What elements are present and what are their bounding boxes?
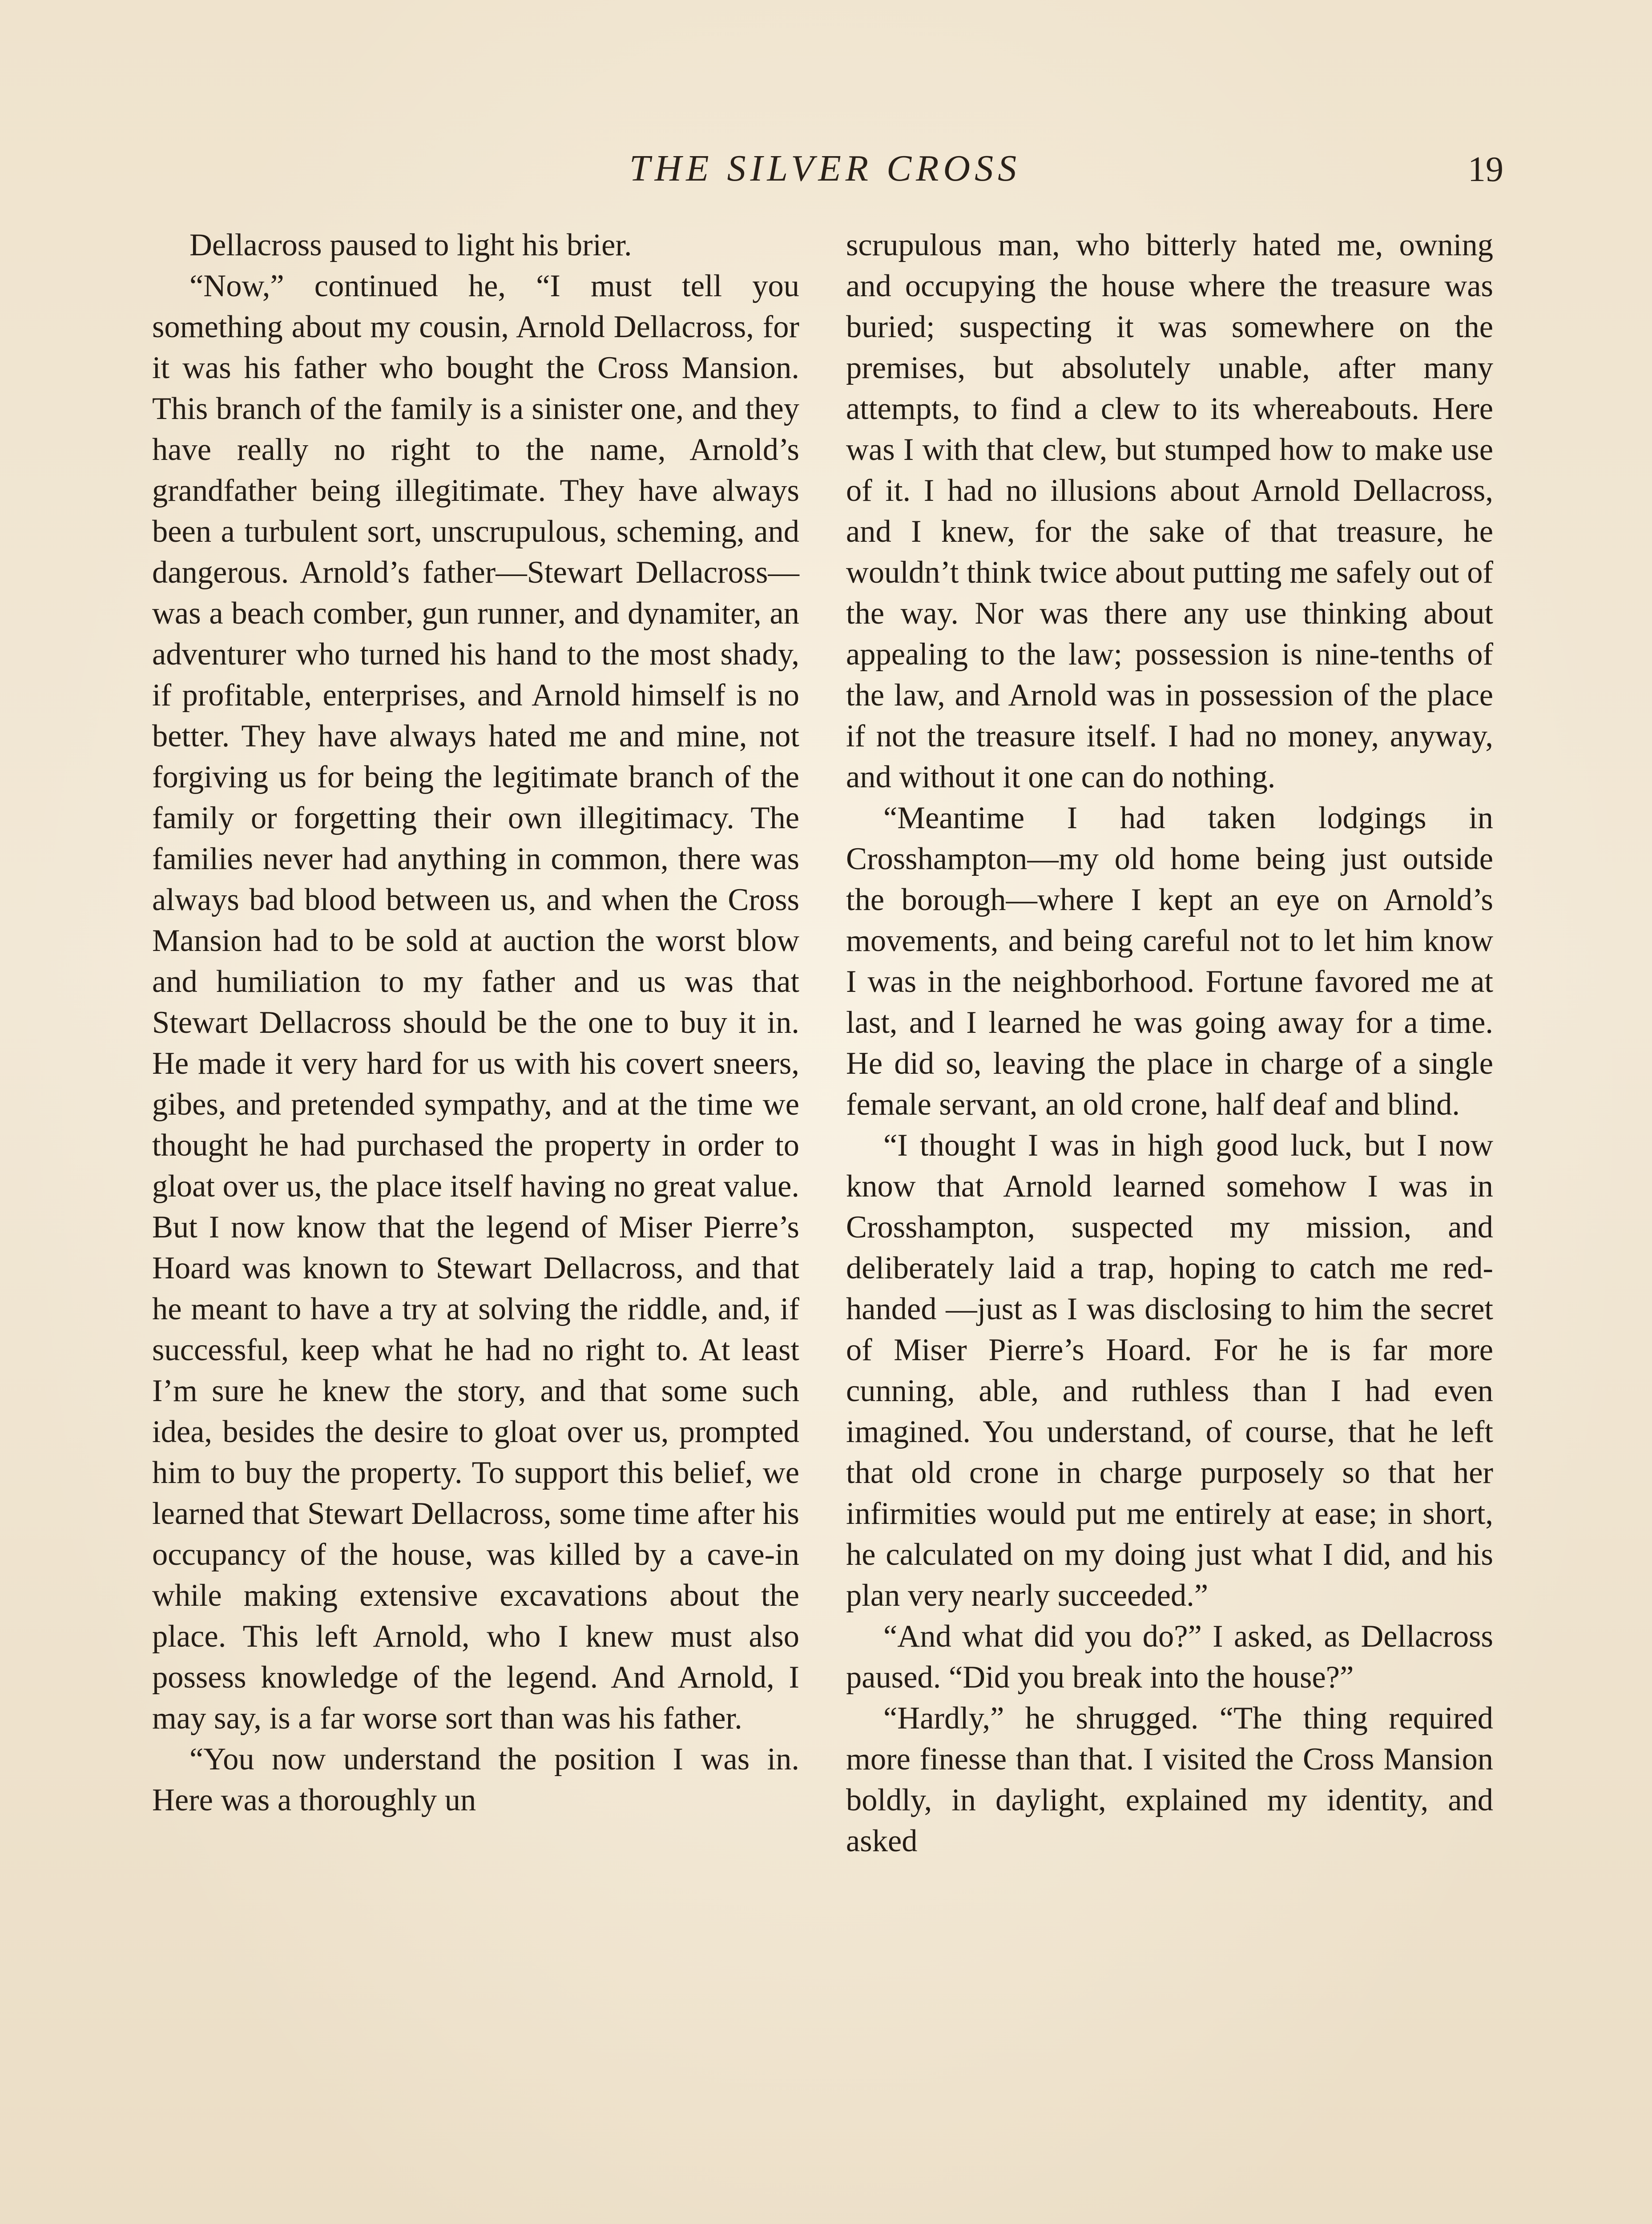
paragraph: “Hardly,” he shrugged. “The thing required more finesse than that. I visited the Cross Mansion boldly, in daylight, explained my identity, and asked: [846, 1701, 1493, 1858]
paragraph: “I thought I was in high good luck, but I now know that Arnold learned somehow I was in Crosshampton, suspected my mission, and deliberately laid a trap, hoping to catch me red-handed —just as I was disclosing to him the secret of Miser Pierre’s Hoard. For he is far more cunning, able, and ruthless than I had even imagined. You understand, of course, that he left that old crone in charge purposely so that her infirmities would put me entirely at ease; in short, he calculated on my doing just what I did, and his plan very nearly succeeded.”: [846, 1128, 1493, 1613]
paragraph: “You now understand the position I was in. Here was a thoroughly un: [152, 1742, 799, 1817]
running-title: THE SILVER CROSS: [629, 148, 1021, 189]
paragraph: “Meantime I had taken lodgings in Crosshampton—my old home being just outside the borough—where I kept an eye on Arnold’s movements, and being careful not to let him know I was in the neighborhood. Fortune favored me at last, and I learned he was going away for a time. He did so, leaving the place in charge of a single female servant, an old crone, half deaf and blind.: [846, 801, 1493, 1122]
paragraph: “Now,” continued he, “I must tell you something about my cousin, Arnold Dellacross, for it was his father who bought the Cross Mansion. This branch of the family is a sinister one, and they have really no right to the name, Arnold’s grandfather being illegitimate. They have always been a turbulent sort, unscrupulous, scheming, and dangerous. Arnold’s father—Stewart Dellacross—was a beach comber, gun runner, and dynamiter, an adventurer who turned his hand to the most shady, if profitable, enterprises, and Arnold himself is no better. They have always hated me and mine, not forgiving us for being the legitimate branch of the family or forgetting their own illegitimacy. The families never had anything in common, there was always bad blood between us, and when the Cross Mansion had to be sold at auction the worst blow and humiliation to my father and us was that Stewart Dellacross should be the one to buy it in. He made it very hard for us with his covert sneers, gibes, and pretended sympathy, and at the time we thought he had purchased the property in order to gloat over us, the place itself having no great value. But I now know that the legend of Miser Pierre’s Hoard was known to Stewart Dellacross, and that he meant to have a try at solving the riddle, and, if successful, keep what he had no right to. At least I’m sure he knew the story, and that some such idea, besides the desire to gloat over us, prompted him to buy the property. To support this belief, we learned that Stewart Dellacross, some time after his occupancy of the house, was killed by a cave-in while making extensive excavations about the place. This left Arnold, who I knew must also possess knowledge of the legend. And Arnold, I may say, is a far worse sort than was his father.: [152, 269, 799, 1736]
page-header: [151, 147, 1503, 200]
paragraph-continuation: scrupulous man, who bitterly hated me, owning and occupying the house where the treasure was buried; suspecting it was somewhere on the premises, but absolutely unable, after many attempts, to find a clew to its whereabouts. Here was I with that clew, but stumped how to make use of it. I had no illusions about Arnold Dellacross, and I knew, for the sake of that treasure, he wouldn’t think twice about putting me safely out of the way. Nor was there any use thinking about appealing to the law; possession is nine-tenths of the law, and Arnold was in possession of the place if not the treasure itself. I had no money, anyway, and without it one can do nothing.: [846, 228, 1493, 794]
left-column: [152, 225, 799, 2224]
paragraph: Dellacross paused to light his brier.: [189, 228, 632, 262]
right-column: [846, 225, 1493, 2224]
page-number: 19: [1468, 150, 1503, 189]
paragraph: “And what did you do?” I asked, as Dellacross paused. “Did you break into the house?”: [846, 1619, 1493, 1695]
